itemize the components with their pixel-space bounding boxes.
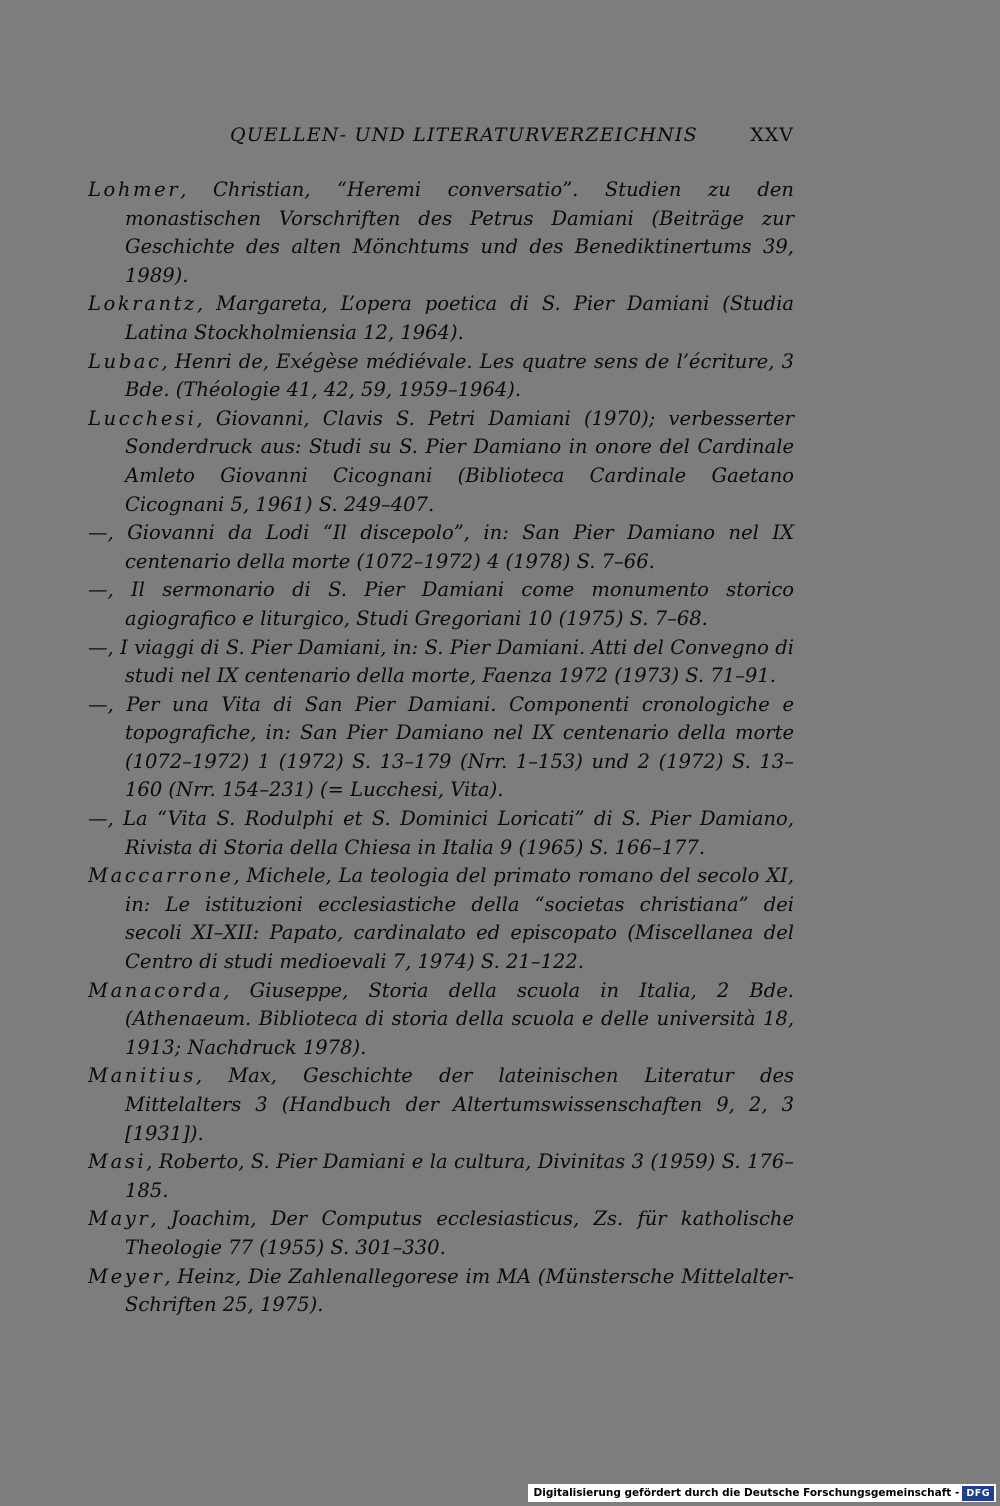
entry-text: , I viaggi di S. Pier Damiani, in: S. Pier Damiani. Atti del Convegno di studi nel IX centenario della morte, Faenza 1972 (1973) S. 71–91. [107,635,794,688]
bibliography-entry [88,1148,794,1205]
entry-dash: — [88,807,108,831]
entry-text: , Heinz, Die Zahlenallegorese im MA (Münstersche Mittelalter-Schriften 25, 1975). [125,1264,794,1317]
entry-author: Lokrantz [88,292,197,316]
entry-text: , Margareta, L’opera poetica di S. Pier Damiani (Studia Latina Stockholmiensia 12, 1964). [125,292,794,344]
entry-text: , Christian, “Heremi conversatio”. Studien zu den monastischen Vorschriften des Petrus Damiani (Beiträge zur Geschichte des alten Mönchtums und des Benediktinertums 39, 1989). [125,178,794,287]
entry-text: , Giuseppe, Storia della scuola in Italia, 2 Bde. (Athenaeum. Biblioteca di storia della scuola e delle università 18, 1913; Nachdruck 1978). [125,978,794,1059]
entry-text: , Henri de, Exégèse médiévale. Les quatre sens de l’écriture, 3 Bde. (Théologie 41, 42, 59, 1959–1964). [125,349,794,402]
bibliography-entry [88,405,794,519]
entry-dash: — [88,635,108,659]
entry-author: Manacorda [88,978,224,1002]
entry-author: Maccarrone [88,864,234,888]
entry-dash: — [88,578,108,602]
entry-author: Lubac [88,349,162,373]
bibliography-entry [88,348,794,405]
bibliography-entry [88,1062,794,1148]
entry-text: , Joachim, Der Computus ecclesiasticus, Zs. für katholische Theologie 77 (1955) S. 301–330. [125,1207,794,1259]
entry-author: Mayr [88,1207,151,1231]
entry-text: , Max, Geschichte der lateinischen Literatur des Mittelalters 3 (Handbuch der Altertumswissenschaften 9, 2, 3 [1931]). [125,1064,794,1145]
funding-text: Digitalisierung gefördert durch die Deutsche Forschungsgemeinschaft - [533,1487,960,1499]
bibliography-entry [88,805,794,862]
entry-text: , Giovanni da Lodi “Il discepolo”, in: San Pier Damiano nel IX centenario della morte (1072–1972) 4 (1978) S. 7–66. [107,521,794,573]
funding-footer [528,1484,996,1502]
entry-text: , La “Vita S. Rodulphi et S. Dominici Loricati” di S. Pier Damiano, Rivista di Storia della Chiesa in Italia 9 (1965) S. 166–177. [107,807,794,859]
entry-author: Masi [88,1150,147,1174]
running-head-title: QUELLEN- UND LITERATURVERZEICHNIS [230,124,698,146]
entry-author: Manitius [88,1064,196,1088]
entry-author: Lohmer [88,178,181,201]
bibliography-entry [88,576,794,633]
bibliography-entry [88,1263,794,1320]
entry-text: , Il sermonario di S. Pier Damiani come monumento storico agiografico e liturgico, Studi Gregoriani 10 (1975) S. 7–68. [107,578,794,630]
running-head [88,124,794,152]
bibliography-entry [88,176,794,290]
entry-author: Lucchesi [88,406,197,430]
entry-text: , Roberto, S. Pier Damiani e la cultura, Divinitas 3 (1959) S. 176–185. [125,1150,794,1202]
bibliography-list [88,176,794,1320]
bibliography-entry [88,634,794,691]
bibliography-entry [88,977,794,1063]
entry-dash: — [88,521,108,545]
entry-text: , Michele, La teologia del primato romano del secolo XI, in: Le istituzioni ecclesiastiche della “societas christiana” dei secoli XI–XII: Papato, cardinalato ed episcopato (Miscellanea del Centro di studi medioevali 7, 1974) S. 21–122. [125,864,794,974]
entry-dash: — [88,692,108,716]
entry-author: Meyer [88,1264,165,1288]
bibliography-entry [88,519,794,576]
bibliography-entry [88,862,794,976]
dfg-logo: DFG [962,1486,994,1501]
bibliography-entry [88,691,794,805]
entry-text: , Per una Vita di San Pier Damiani. Componenti cronologiche e topografiche, in: San Pier Damiano nel IX centenario della morte (1072–1972) 1 (1972) S. 13–179 (Nrr. 1–153) und 2 (1972) S. 13–160 (Nrr. 154–231) (= Lucchesi, Vita). [107,692,794,802]
bibliography-entry [88,1205,794,1262]
page-number: XXV [750,124,794,146]
bibliography-entry [88,290,794,347]
entry-text: , Giovanni, Clavis S. Petri Damiani (1970); verbesserter Sonderdruck aus: Studi su S. Pier Damiano in onore del Cardinale Amleto Giovanni Cicognani (Biblioteca Cardinale Gaetano Cicognani 5, 1961) S. 249–407. [125,406,794,516]
